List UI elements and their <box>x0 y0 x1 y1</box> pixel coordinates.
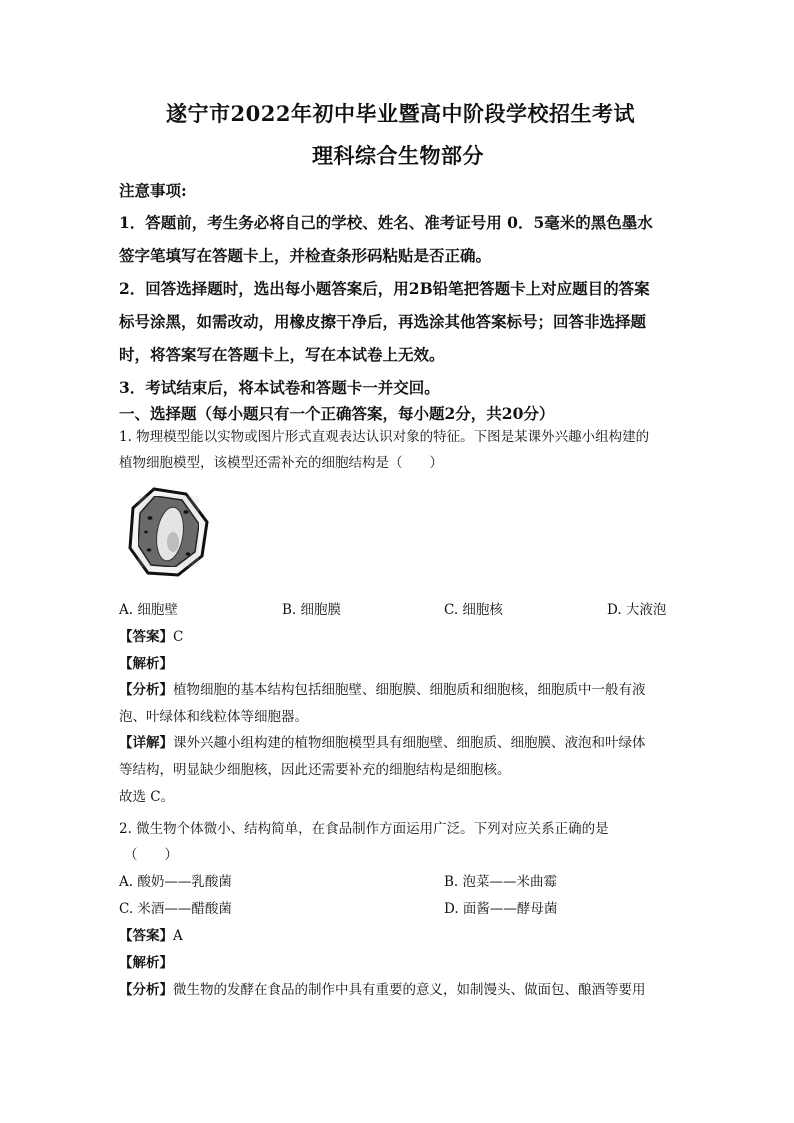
q1-fenxi-label: 【分析】 <box>119 682 173 698</box>
section-heading: 一、选择题（每小题只有一个正确答案，每小题2分，共20分） <box>119 404 555 423</box>
notice-line-6: 3．考试结束后，将本试卷和答题卡一并交回。 <box>119 378 440 397</box>
notice-line-2: 签字笔填写在答题卡上，并检查条形码粘贴是否正确。 <box>119 246 492 265</box>
q2-fenxi-text-1: 微生物的发酵在食品的制作中具有重要的意义，如制馒头、做面包、酿酒等要用 <box>173 982 646 998</box>
q1-stem-line-1: 1. 物理模型能以实物或图片形式直观表达认识对象的特征。下图是某课外兴趣小组构建的 <box>119 429 650 445</box>
q2-fenxi-line-1 <box>119 977 646 1004</box>
plant-cell-model-image <box>124 486 212 578</box>
q1-answer <box>119 624 183 651</box>
q2-analysis-label: 【解析】 <box>119 955 173 971</box>
q1-conclusion: 故选 C。 <box>119 789 175 805</box>
q1-option-b: B. 细胞膜 <box>282 602 342 618</box>
notice-line-3: 2．回答选择题时，选出每小题答案后，用2B铅笔把答题卡上对应题目的答案 <box>119 279 650 298</box>
q1-xiangjie-text-1: 课外兴趣小组构建的植物细胞模型具有细胞壁、细胞质、细胞膜、液泡和叶绿体 <box>173 735 646 751</box>
exam-title: 遂宁市2022年初中毕业暨高中阶段学校招生考试 <box>166 101 635 126</box>
q2-option-b: B. 泡菜——米曲霉 <box>444 874 558 890</box>
notice-line-4: 标号涂黑，如需改动，用橡皮擦干净后，再选涂其他答案标号；回答非选择题 <box>119 312 647 331</box>
q1-fenxi-text-1: 植物细胞的基本结构包括细胞壁、细胞膜、细胞质和细胞核，细胞质中一般有液 <box>173 682 646 698</box>
q1-answer-label: 【答案】 <box>119 629 173 645</box>
q2-answer <box>119 923 183 950</box>
q2-fenxi-label: 【分析】 <box>119 982 173 998</box>
q1-option-c: C. 细胞核 <box>444 602 503 618</box>
q2-stem-line-1: 2. 微生物个体微小、结构简单，在食品制作方面运用广泛。下列对应关系正确的是 <box>119 821 609 837</box>
q2-answer-label: 【答案】 <box>119 928 173 944</box>
q2-answer-value: A <box>173 928 183 944</box>
q2-option-d: D. 面酱——酵母菌 <box>444 901 558 917</box>
q1-stem-line-2: 植物细胞模型，该模型还需补充的细胞结构是（ ） <box>119 455 443 471</box>
notice-line-1: 1．答题前，考生务必将自己的学校、姓名、准考证号用 0．5毫米的黑色墨水 <box>119 213 653 232</box>
q1-answer-value: C <box>173 629 184 645</box>
q2-stem-line-2: （ ） <box>124 847 178 863</box>
q1-xiangjie-line-2: 等结构，明显缺少细胞核，因此还需要补充的细胞结构是细胞核。 <box>119 762 511 778</box>
q1-analysis-label: 【解析】 <box>119 656 173 672</box>
exam-subtitle: 理科综合生物部分 <box>312 143 484 168</box>
q1-fenxi-line-1 <box>119 677 646 704</box>
q1-xiangjie-label: 【详解】 <box>119 735 173 751</box>
q1-xiangjie-line-1 <box>119 730 646 757</box>
notice-line-5: 时，将答案写在答题卡上，写在本试卷上无效。 <box>119 345 445 364</box>
q1-option-a: A. 细胞壁 <box>119 602 178 618</box>
q2-option-c: C. 米酒——醋酸菌 <box>119 901 232 917</box>
q1-fenxi-line-2: 泡、叶绿体和线粒体等细胞器。 <box>119 709 308 725</box>
q2-option-a: A. 酸奶——乳酸菌 <box>119 874 232 890</box>
notice-heading: 注意事项: <box>119 181 187 200</box>
q1-option-d: D. 大液泡 <box>607 602 667 618</box>
